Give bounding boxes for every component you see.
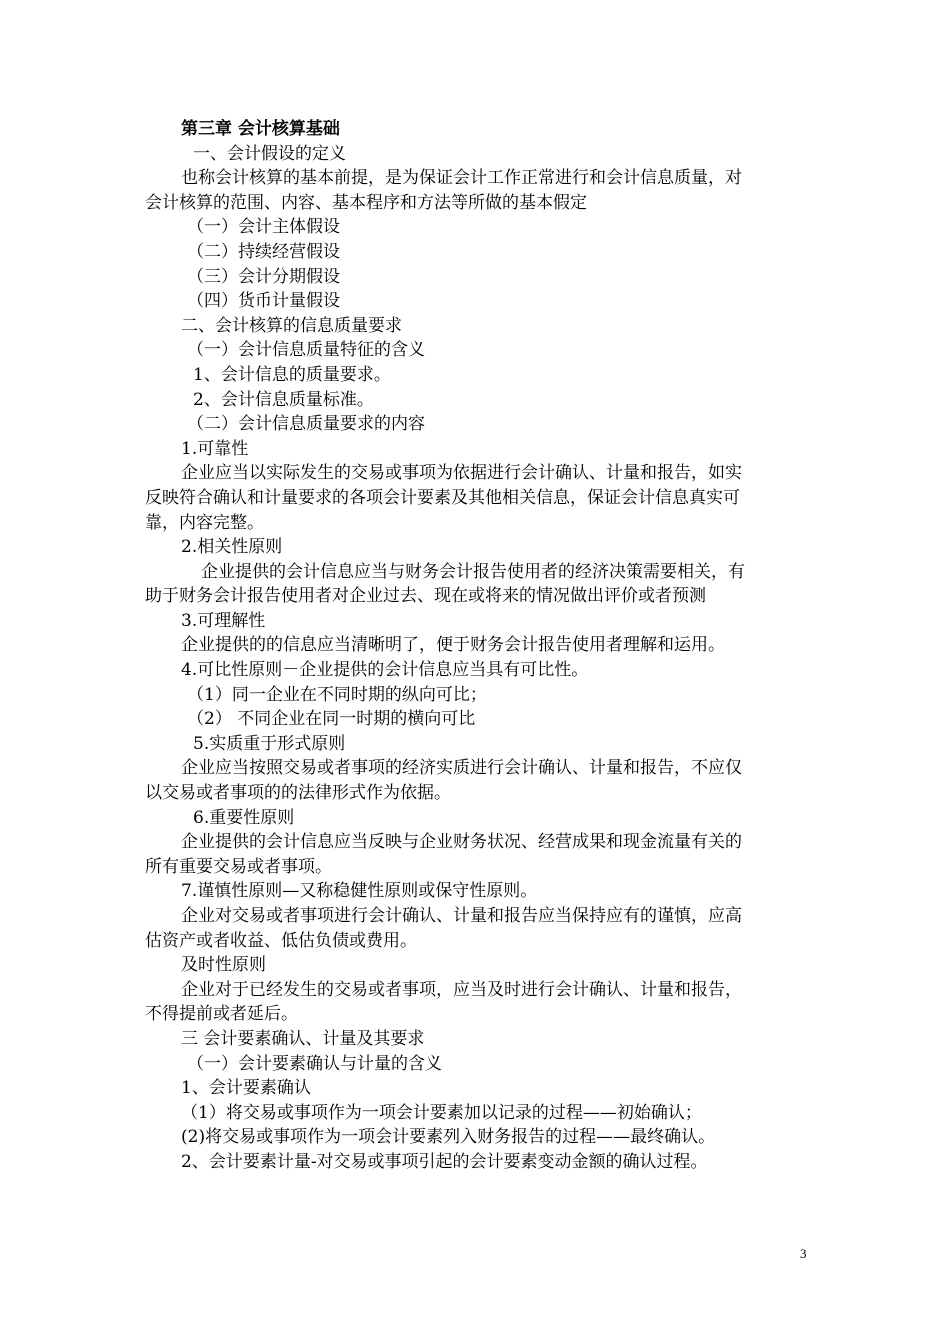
text-line: （三）会计分期假设: [187, 266, 340, 287]
page-number: 3: [800, 1246, 807, 1261]
text-line: 也称会计核算的基本前提，是为保证会计工作正常进行和会计信息质量，对: [181, 168, 742, 189]
text-line: 会计核算的范围、内容、基本程序和方法等所做的基本假定: [145, 192, 587, 213]
text-line: （四）货币计量假设: [187, 291, 340, 312]
text-line: 企业提供的会计信息应当反映与企业财务状况、经营成果和现金流量有关的: [181, 832, 742, 853]
text-line: （一）会计要素确认与计量的含义: [187, 1053, 442, 1074]
text-line: 不得提前或者延后。: [145, 1004, 298, 1025]
chapter-title: 第三章 会计核算基础: [181, 119, 340, 139]
text-line: 助于财务会计报告使用者对企业过去、现在或将来的情况做出评价或者预测: [145, 586, 706, 607]
text-line: 4.可比性原则－企业提供的会计信息应当具有可比性。: [181, 660, 589, 681]
text-line: 7.谨慎性原则—又称稳健性原则或保守性原则。: [181, 881, 538, 902]
text-line: 估资产或者收益、低估负债或费用。: [145, 930, 417, 951]
text-line: 企业对交易或者事项进行会计确认、计量和报告应当保持应有的谨慎，应高: [181, 906, 742, 926]
text-line: （2） 不同企业在同一时期的横向可比: [187, 709, 476, 730]
text-line: 企业对于已经发生的交易或者事项，应当及时进行会计确认、计量和报告，: [181, 979, 742, 1000]
text-line: (2)将交易或事项作为一项会计要素列入财务报告的过程——最终确认。: [181, 1127, 716, 1148]
text-line: （1）将交易或事项作为一项会计要素加以记录的过程——初始确认；: [181, 1102, 702, 1123]
text-line: 1.可靠性: [181, 438, 249, 459]
text-line: 2、会计信息质量标准。: [193, 389, 374, 410]
text-line: 三 会计要素确认、计量及其要求: [181, 1028, 425, 1049]
text-line: 靠，内容完整。: [145, 512, 264, 533]
text-line: （一）会计主体假设: [187, 217, 340, 238]
paragraph-lines: [145, 142, 810, 1175]
text-line: 企业应当以实际发生的交易或事项为依据进行会计确认、计量和报告，如实: [181, 463, 742, 484]
text-line: 企业应当按照交易或者事项的经济实质进行会计确认、计量和报告，不应仅: [181, 758, 742, 779]
text-line: 二、会计核算的信息质量要求: [181, 315, 402, 336]
text-line: 2、会计要素计量-对交易或事项引起的会计要素变动金额的确认过程。: [181, 1151, 708, 1172]
text-line: 5.实质重于形式原则: [193, 733, 346, 754]
text-line: 企业提供的会计信息应当与财务会计报告使用者的经济决策需要相关，有: [201, 561, 745, 582]
text-line: 1、会计要素确认: [181, 1078, 311, 1099]
text-line: 3.可理解性: [181, 610, 266, 631]
text-line: 6.重要性原则: [193, 807, 295, 828]
text-line: 所有重要交易或者事项。: [145, 856, 332, 877]
text-line: 企业提供的的信息应当清晰明了，便于财务会计报告使用者理解和运用。: [181, 635, 725, 656]
text-line: （1）同一企业在不同时期的纵向可比；: [187, 684, 487, 705]
text-line: 1、会计信息的质量要求。: [193, 364, 391, 385]
text-line: （二）持续经营假设: [187, 241, 340, 262]
text-line: 2.相关性原则: [181, 537, 283, 558]
text-line: 反映符合确认和计量要求的各项会计要素及其他相关信息，保证会计信息真实可: [145, 487, 740, 508]
text-line: 以交易或者事项的的法律形式作为依据。: [145, 783, 451, 804]
document-body: [145, 117, 810, 1175]
text-line: （二）会计信息质量要求的内容: [187, 414, 425, 435]
text-line: 一、会计假设的定义: [193, 143, 346, 164]
text-line: 及时性原则: [181, 955, 266, 976]
text-line: （一）会计信息质量特征的含义: [187, 340, 425, 361]
